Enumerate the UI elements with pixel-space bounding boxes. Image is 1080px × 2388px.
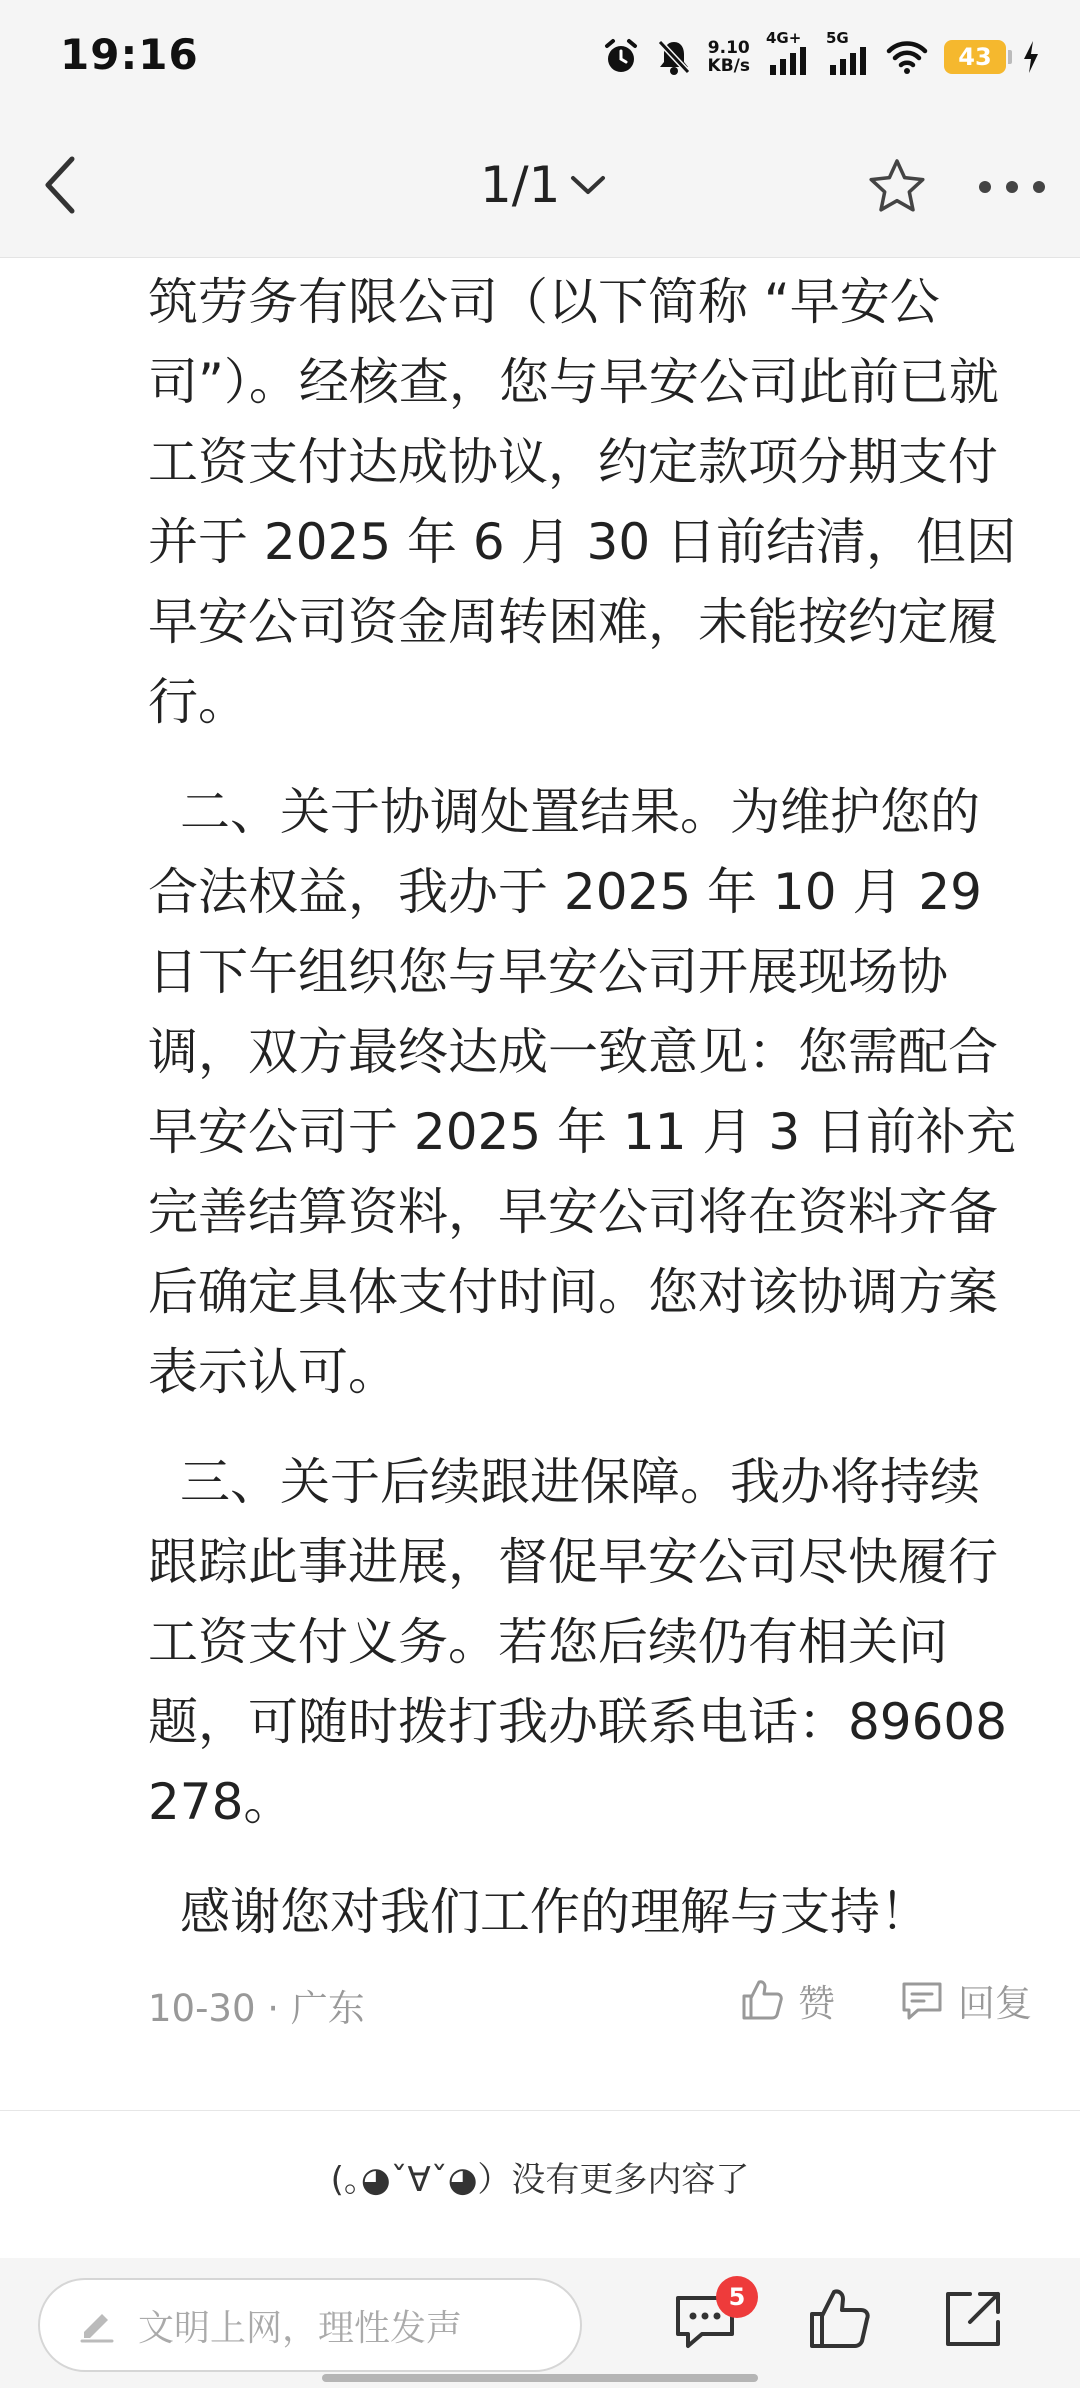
- share-button[interactable]: [940, 2286, 1010, 2358]
- comments-button[interactable]: [672, 2283, 746, 2360]
- thumbs-up-icon: [740, 1978, 784, 2022]
- page-indicator-text: 1/1: [480, 156, 561, 214]
- signal-4g: [766, 29, 810, 79]
- nav-bar: [0, 112, 1080, 258]
- like-label: 赞: [798, 1982, 835, 2025]
- post-date-location: 10-30 · 广东: [148, 1987, 365, 2030]
- wifi-icon: [886, 39, 928, 75]
- battery-level: 43: [958, 43, 992, 71]
- net-speed-value: 9.10: [707, 38, 750, 58]
- mute-bell-icon: [656, 38, 692, 76]
- article-paragraph: 筑劳务有限公司（以下简称 “早安公司”）。经核查，您与早安公司此前已就工资支付达成协议，约定款项分期支付并于 2025 年 6 月 30 日前结清，但因早安公司资金周转困难，未能按约定履行。: [148, 273, 1017, 731]
- signal-icon: [826, 35, 870, 79]
- article-paragraph: 二、关于协调处置结果。为维护您的合法权益，我办于 2025 年 10 月 29 日下午组织您与早安公司开展现场协调，双方最终达成一致意见：您需配合早安公司于 2025 年 11 月 3 日前补充完善结算资料，早安公司将在资料齐备后确定具体支付时间。您对该协调方案表示认可。: [148, 783, 1017, 1401]
- net-speed-unit: KB/s: [707, 56, 750, 76]
- back-arrow-icon: [40, 155, 80, 215]
- comment-input[interactable]: [38, 2278, 582, 2372]
- favorite-button[interactable]: [862, 152, 932, 222]
- bottom-like-button[interactable]: [806, 2286, 876, 2358]
- signal-5g-label: 5G: [826, 29, 849, 47]
- status-time: 19:16: [60, 30, 199, 79]
- section-divider: [0, 2110, 1080, 2111]
- alarm-icon: [602, 38, 640, 76]
- net-speed: [708, 39, 750, 75]
- charging-icon: [1022, 40, 1040, 74]
- pencil-icon: [78, 2306, 116, 2344]
- comment-bubble-icon: [900, 1978, 944, 2022]
- article-content: [148, 262, 1018, 1952]
- post-meta-row: [148, 1970, 1048, 2030]
- no-more-content-text: (｡◕ˇ∀ˇ◕）没有更多内容了: [330, 2160, 750, 2200]
- thumbs-up-icon: [806, 2286, 872, 2352]
- reply-label: 回复: [958, 1982, 1032, 2025]
- comment-placeholder: 文明上网，理性发声: [138, 2307, 463, 2349]
- article-paragraph: 三、关于后续跟进保障。我办将持续跟踪此事进展，督促早安公司尽快履行工资支付义务。若您后续仍有相关问题，可随时拨打我办联系电话：89608278。: [148, 1453, 1008, 1831]
- more-dots-icon: [977, 179, 1047, 195]
- comment-count-badge: 5: [716, 2276, 758, 2318]
- bottom-action-bar: [0, 2258, 1080, 2388]
- status-icons: [602, 29, 1040, 82]
- battery-icon: [944, 40, 1006, 74]
- more-button[interactable]: [972, 152, 1052, 222]
- signal-icon: [766, 35, 810, 79]
- like-button[interactable]: [740, 1970, 835, 2030]
- signal-4g-label: 4G+: [766, 29, 802, 47]
- back-button[interactable]: [22, 147, 98, 223]
- article-paragraph: 感谢您对我们工作的理解与支持！: [180, 1883, 930, 1941]
- status-bar: [0, 0, 1080, 112]
- chevron-down-icon: [570, 174, 606, 196]
- signal-5g: [826, 29, 870, 79]
- star-icon: [866, 157, 928, 217]
- home-indicator[interactable]: [322, 2374, 758, 2382]
- share-icon: [940, 2286, 1006, 2352]
- reply-button[interactable]: [900, 1970, 1032, 2030]
- page-selector[interactable]: [480, 154, 606, 216]
